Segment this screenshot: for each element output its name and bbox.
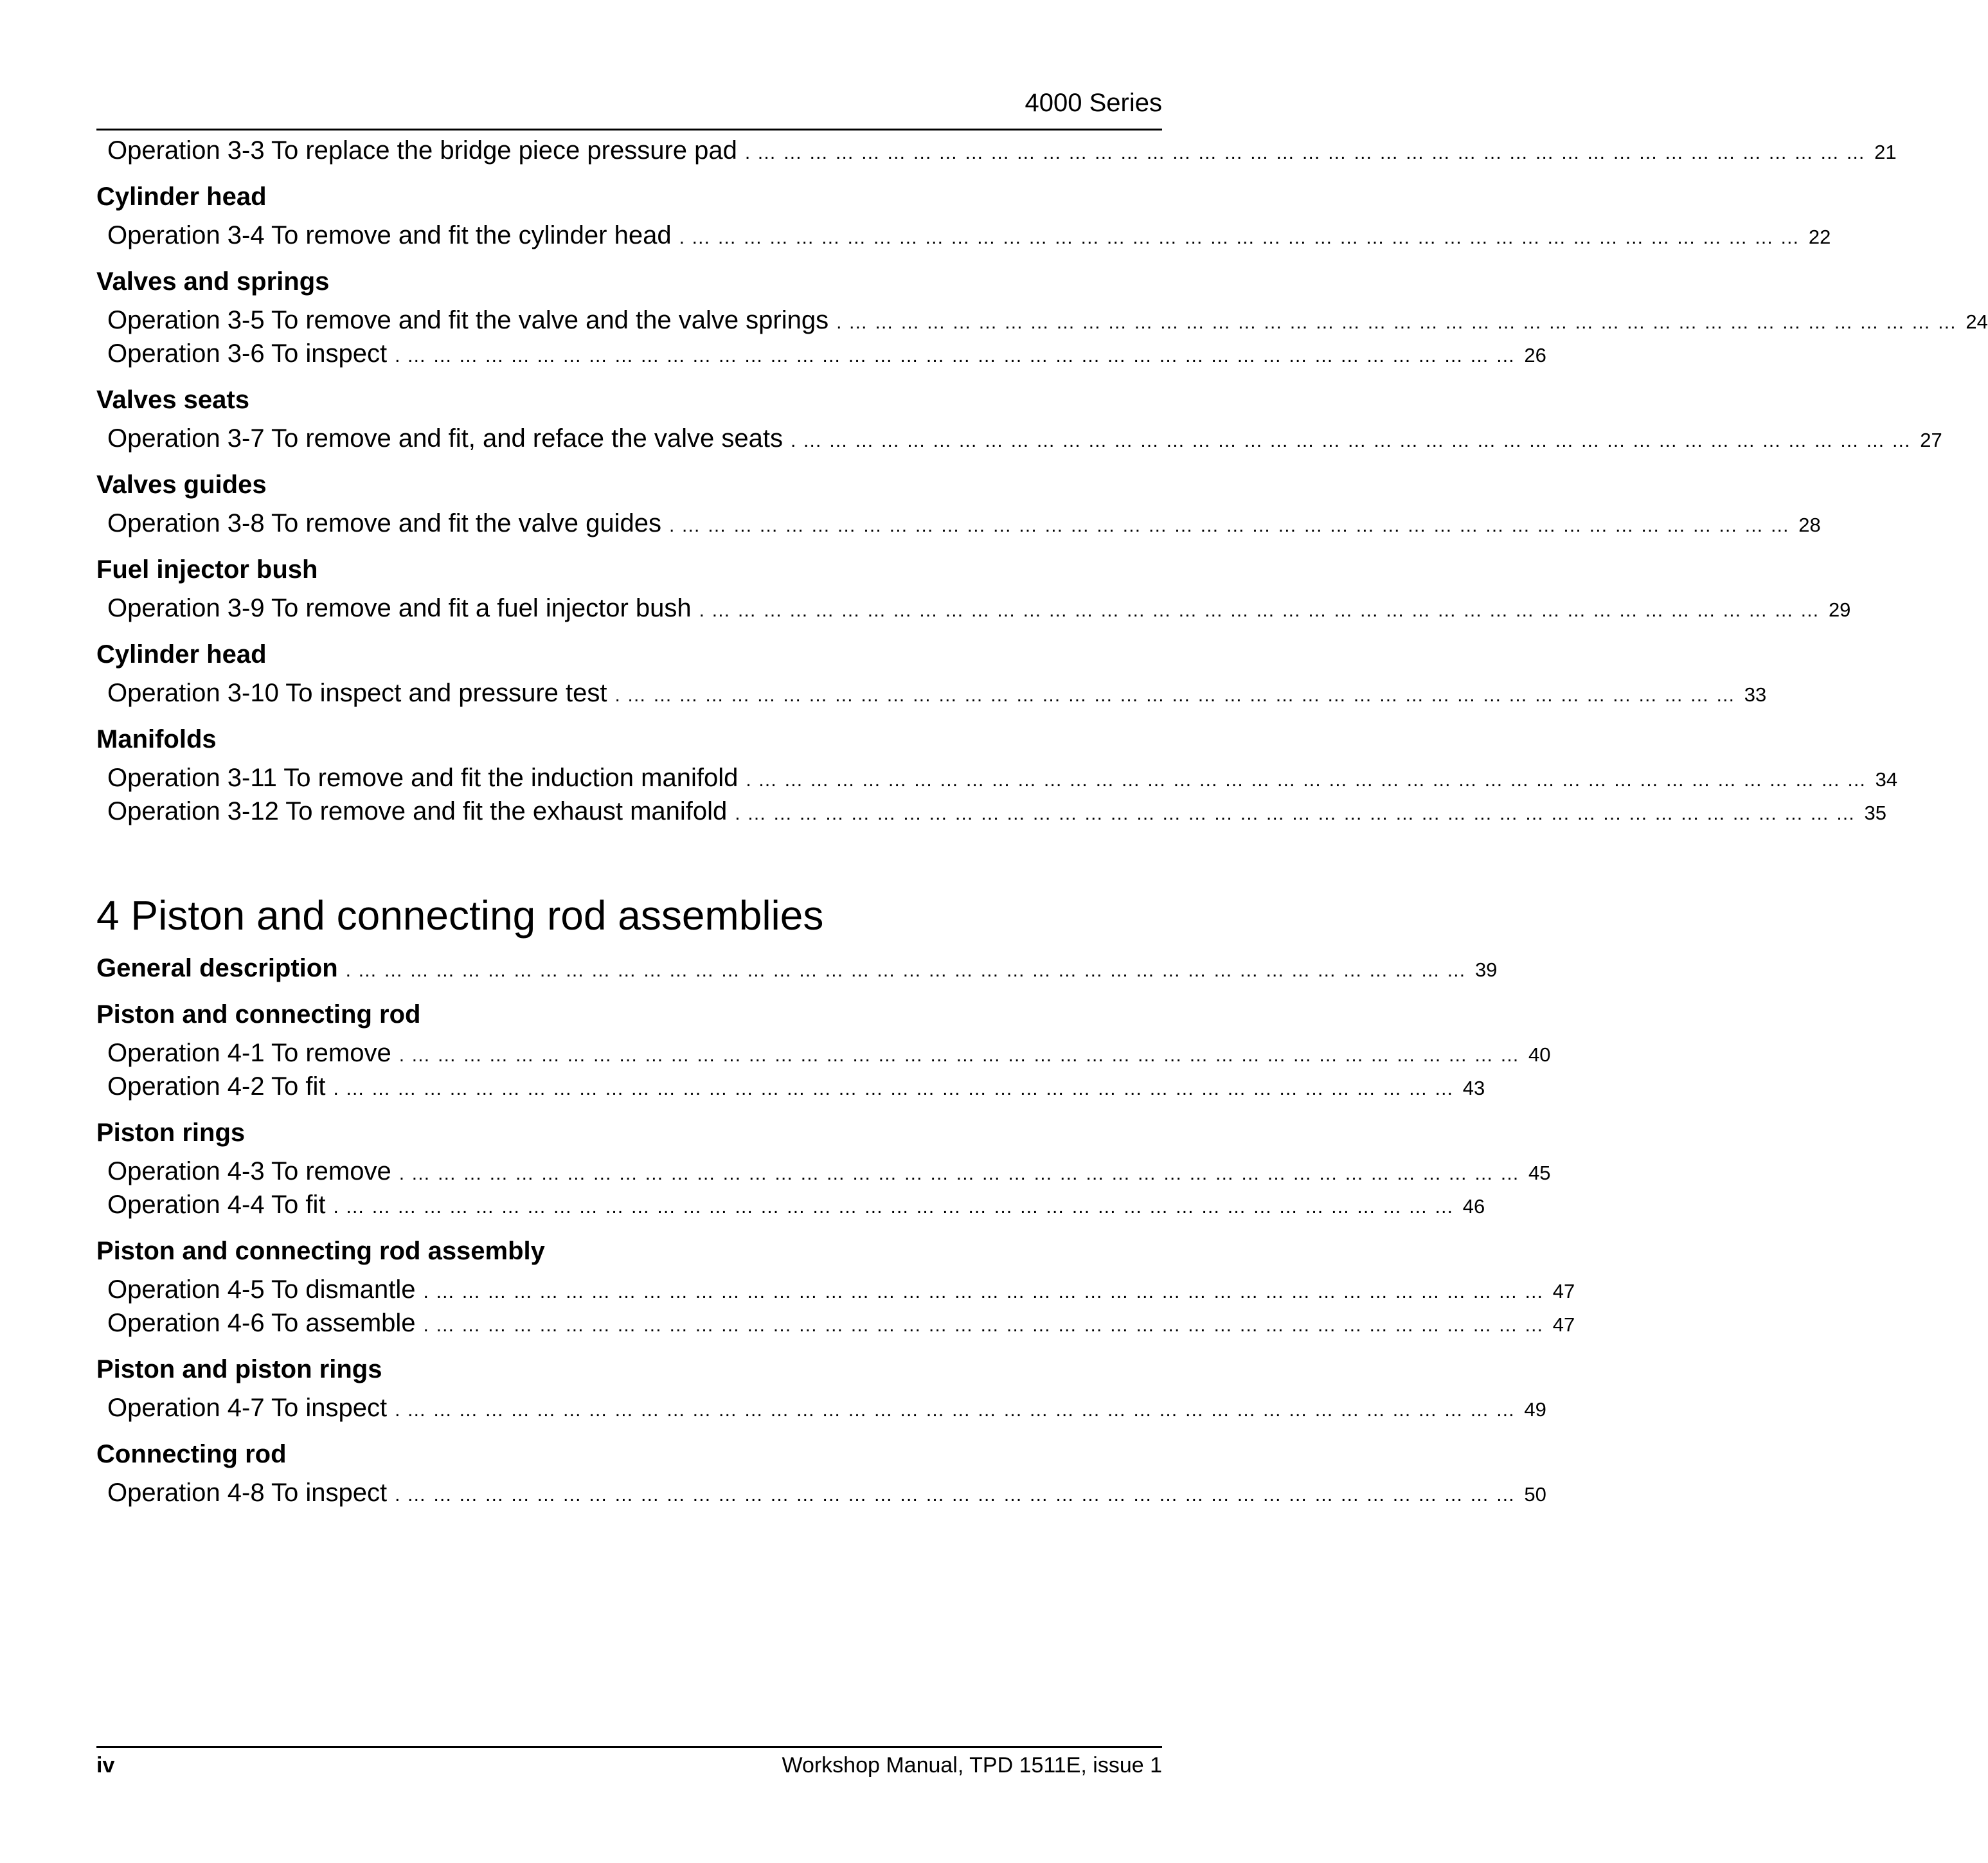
toc-page-number: 21 [1874, 141, 1897, 163]
section-heading: Connecting rod [96, 1440, 287, 1468]
chapter-heading: 4 Piston and connecting rod assemblies [96, 892, 824, 939]
toc-dot-leader: … … … … … … … … … … … … … … … … … … … … … … … … … … … … … … … … … … … … … … … … … … … . [790, 430, 1912, 451]
toc-page-number: 35 [1864, 802, 1887, 824]
toc-page-number: 50 [1524, 1483, 1546, 1506]
toc-entry-label: Operation 4-5 To dismantle [107, 1275, 416, 1304]
toc-entry-label: Operation 3-5 To remove and fit the valve and the valve springs [107, 306, 829, 334]
toc-entry-label: Operation 4-7 To inspect [107, 1394, 388, 1422]
page-folio: iv [96, 1753, 115, 1778]
toc-dot-leader: … … … … … … … … … … … … … … … … … … … … … … … … … … … … … … … … … … … … … … … … … … … . [333, 1196, 1455, 1218]
toc-entry-label: General description [96, 954, 338, 982]
series-title: 4000 Series [1025, 89, 1162, 117]
toc-entry [96, 953, 1498, 986]
page-header [96, 87, 1162, 130]
toc-dot-leader: … … … … … … … … … … … … … … … … … … … … … … … … … … … … … … … … … … … … … … … … … … … . [423, 1315, 1545, 1336]
toc-page-number: 22 [1808, 226, 1831, 248]
toc-entry [96, 220, 1831, 253]
toc-entry-label: Operation 3-10 To inspect and pressure test [107, 679, 607, 707]
toc-page-number: 34 [1875, 768, 1898, 791]
toc-entry-label: Operation 3-7 To remove and fit, and reface the valve seats [107, 424, 783, 453]
toc-entry-label: Operation 4-1 To remove [107, 1039, 391, 1067]
toc-entry [96, 593, 1851, 626]
toc-dot-leader: … … … … … … … … … … … … … … … … … … … … … … … … … … … … … … … … … … … … … … … … … … … . [746, 770, 1867, 791]
toc-entry-label: Operation 3-12 To remove and fit the exhaust manifold [107, 797, 728, 825]
toc-entry [96, 1392, 1546, 1426]
toc-entry-label: Operation 3-9 To remove and fit a fuel injector bush [107, 594, 692, 622]
toc-dot-leader: … … … … … … … … … … … … … … … … … … … … … … … … … … … … … … … … … … … … … … … … … … … . [735, 803, 1856, 824]
toc-entry [96, 1189, 1485, 1223]
toc-entry-label: Operation 4-4 To fit [107, 1191, 326, 1219]
toc-dot-leader: … … … … … … … … … … … … … … … … … … … … … … … … … … … … … … … … … … … … … … … … … … … . [398, 1163, 1520, 1184]
toc-page-number: 29 [1828, 598, 1851, 621]
section-heading: Valves and springs [96, 267, 330, 296]
toc-entry [96, 796, 1887, 829]
toc-entry [96, 1071, 1485, 1104]
toc-dot-leader: … … … … … … … … … … … … … … … … … … … … … … … … … … … … … … … … … … … … … … … … … … … . [669, 515, 1790, 536]
table-of-contents [96, 135, 1988, 1511]
toc-entry [96, 1038, 1551, 1071]
section-heading: Piston and connecting rod assembly [96, 1237, 545, 1265]
toc-page-number: 45 [1528, 1162, 1551, 1184]
section-heading: Piston rings [96, 1119, 246, 1147]
toc-entry-label: Operation 4-3 To remove [107, 1157, 391, 1185]
toc-entry [96, 305, 1988, 338]
toc-entry-label: Operation 3-11 To remove and fit the induction manifold [107, 764, 739, 792]
toc-dot-leader: … … … … … … … … … … … … … … … … … … … … … … … … … … … … … … … … … … … … … … … … … … … . [398, 1045, 1520, 1066]
section-heading: Valves guides [96, 471, 267, 499]
section-heading: Cylinder head [96, 183, 267, 211]
section-heading: Manifolds [96, 725, 217, 753]
section-heading: Piston and connecting rod [96, 1000, 421, 1029]
toc-entry [96, 678, 1767, 711]
toc-dot-leader: … … … … … … … … … … … … … … … … … … … … … … … … … … … … … … … … … … … … … … … … … … … . [345, 960, 1467, 981]
section-heading: Fuel injector bush [96, 555, 318, 584]
section-heading: Piston and piston rings [96, 1355, 382, 1383]
toc-entry [96, 762, 1898, 796]
toc-page-number: 33 [1744, 683, 1767, 706]
toc-page-number: 26 [1524, 344, 1546, 366]
toc-page-number: 46 [1462, 1195, 1485, 1218]
toc-entry-label: Operation 3-6 To inspect [107, 339, 388, 368]
section-heading: Valves seats [96, 386, 249, 414]
toc-page-number: 27 [1920, 429, 1942, 451]
toc-dot-leader: … … … … … … … … … … … … … … … … … … … … … … … … … … … … … … … … … … … … … … … … … … … . [423, 1281, 1545, 1302]
toc-entry [96, 1274, 1575, 1308]
toc-dot-leader: … … … … … … … … … … … … … … … … … … … … … … … … … … … … … … … … … … … … … … … … … … … . [836, 312, 1957, 333]
toc-page-number: 43 [1462, 1077, 1485, 1099]
toc-entry [96, 338, 1546, 372]
toc-page-number: 28 [1798, 514, 1821, 536]
toc-page-number: 40 [1528, 1043, 1551, 1066]
toc-entry-label: Operation 3-8 To remove and fit the valve guides [107, 509, 661, 537]
toc-dot-leader: … … … … … … … … … … … … … … … … … … … … … … … … … … … … … … … … … … … … … … … … … … … . [699, 600, 1820, 621]
toc-entry-label: Operation 4-2 To fit [107, 1072, 326, 1101]
toc-page-number: 47 [1552, 1280, 1575, 1302]
toc-entry [96, 1156, 1551, 1189]
section-heading: Cylinder head [96, 640, 267, 669]
toc-entry-label: Operation 3-4 To remove and fit the cylinder head [107, 221, 672, 249]
toc-dot-leader: … … … … … … … … … … … … … … … … … … … … … … … … … … … … … … … … … … … … … … … … … … … . [395, 1484, 1516, 1506]
toc-dot-leader: … … … … … … … … … … … … … … … … … … … … … … … … … … … … … … … … … … … … … … … … … … … . [333, 1078, 1455, 1099]
toc-entry-label: Operation 3-3 To replace the bridge piece pressure pad [107, 136, 737, 165]
toc-dot-leader: … … … … … … … … … … … … … … … … … … … … … … … … … … … … … … … … … … … … … … … … … … … . [395, 1400, 1516, 1421]
toc-entry [96, 508, 1821, 541]
toc-entry [96, 135, 1897, 168]
toc-dot-leader: … … … … … … … … … … … … … … … … … … … … … … … … … … … … … … … … … … … … … … … … … … … . [395, 345, 1516, 366]
toc-entry [96, 1477, 1546, 1511]
manual-reference: Workshop Manual, TPD 1511E, issue 1 [782, 1753, 1162, 1778]
toc-page-number: 47 [1552, 1313, 1575, 1336]
toc-page-number: 39 [1474, 959, 1498, 981]
toc-entry [96, 1308, 1575, 1341]
toc-dot-leader: … … … … … … … … … … … … … … … … … … … … … … … … … … … … … … … … … … … … … … … … … … … . [744, 142, 1866, 163]
toc-page-number: 24 [1966, 310, 1988, 333]
toc-entry-label: Operation 4-8 To inspect [107, 1479, 388, 1507]
toc-dot-leader: … … … … … … … … … … … … … … … … … … … … … … … … … … … … … … … … … … … … … … … … … … … . [679, 227, 1800, 248]
toc-page-number: 49 [1524, 1398, 1546, 1421]
page-footer [96, 1746, 1162, 1780]
toc-dot-leader: … … … … … … … … … … … … … … … … … … … … … … … … … … … … … … … … … … … … … … … … … … … . [614, 685, 1736, 706]
toc-entry [96, 423, 1942, 456]
toc-page [96, 0, 1988, 1863]
toc-entry-label: Operation 4-6 To assemble [107, 1309, 416, 1337]
